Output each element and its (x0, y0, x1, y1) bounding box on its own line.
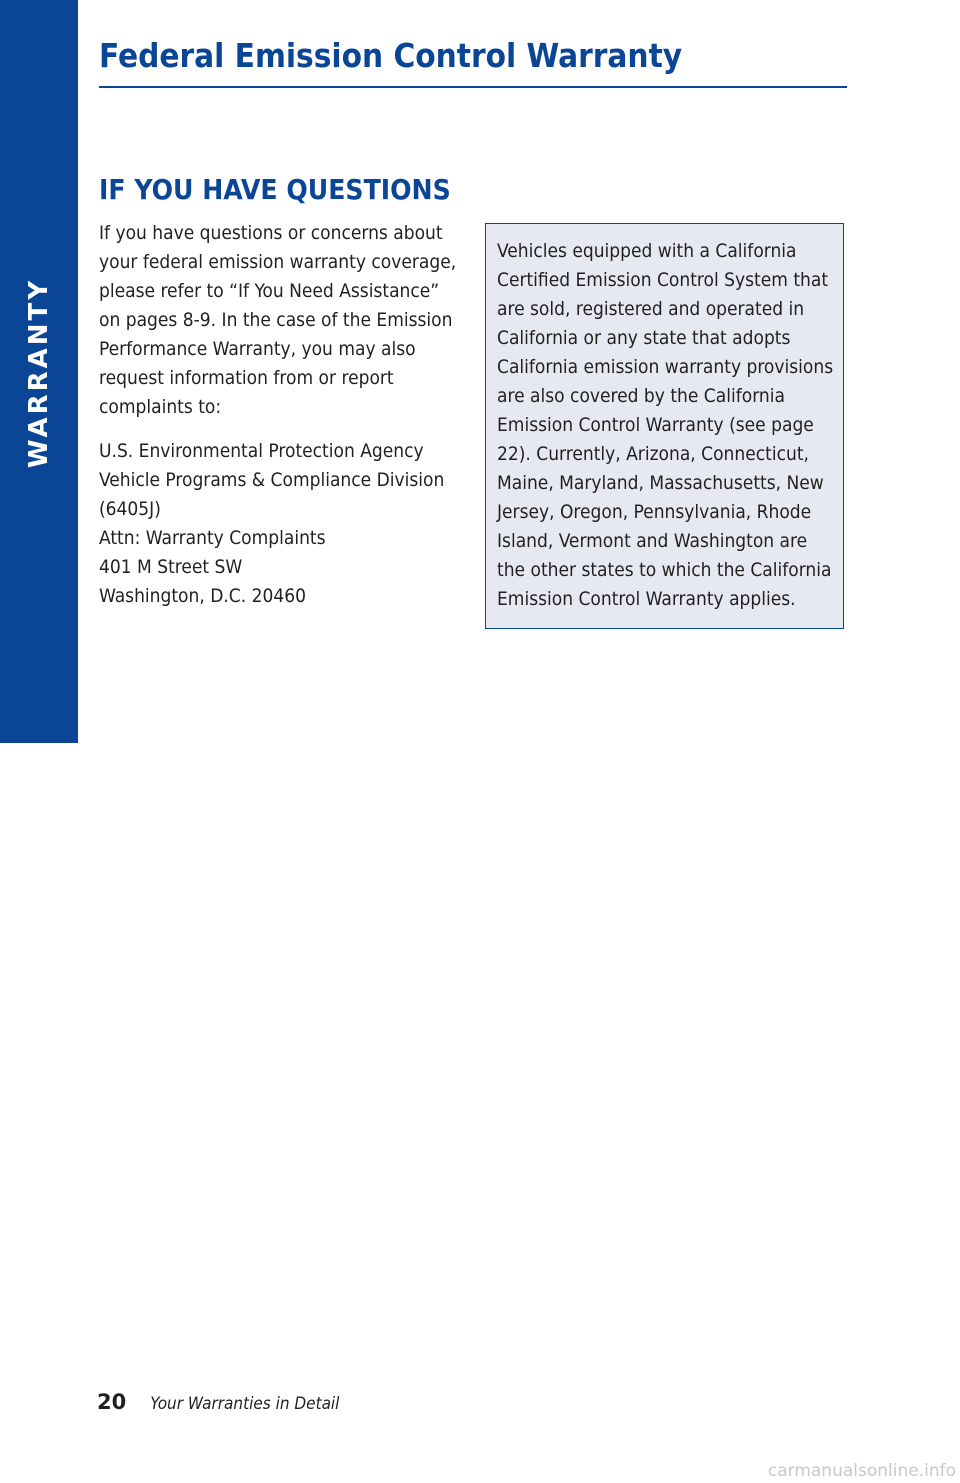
title-divider (99, 86, 847, 88)
section-heading: IF YOU HAVE QUESTIONS (99, 173, 451, 206)
address-line: U.S. Environmental Protection Agency (99, 440, 424, 462)
california-note-text: Vehicles equipped with a California Certified Emission Control System that are sold, registered and operated in California or any state that adopts California emission warranty provisions are also covered by the California Emission Control Warranty (see page 22). Currently, Arizona, Connecticut, Maine, Maryland, Massachusetts, New Jersey, Oregon, Pennsylvania, Rhode Island, Vermont and Washington are the other states to which the California Emission Control Warranty applies. (497, 240, 834, 610)
address-line: Washington, D.C. 20460 (99, 585, 306, 607)
california-note-box (485, 223, 844, 629)
address-line: 401 M Street SW (99, 556, 243, 578)
epa-address (99, 437, 461, 611)
watermark: carmanualsonline.info (767, 1461, 956, 1481)
intro-paragraph: If you have questions or concerns about your federal emission warranty coverage, please refer to “If You Need Assistance” on pages 8-9. In the case of the Emission Performance Warranty, you may also request information from or report complaints to: (99, 222, 457, 418)
side-tab (0, 0, 78, 743)
address-line: (6405J) (99, 498, 161, 520)
page-number: 20 (97, 1390, 127, 1414)
address-line: Attn: Warranty Complaints (99, 527, 326, 549)
page-footer (97, 1390, 339, 1420)
side-tab-label: WARRANTY (24, 277, 54, 469)
footer-section-title: Your Warranties in Detail (150, 1394, 340, 1414)
address-line: Vehicle Programs & Compliance Division (99, 469, 445, 491)
page-title: Federal Emission Control Warranty (99, 36, 683, 75)
